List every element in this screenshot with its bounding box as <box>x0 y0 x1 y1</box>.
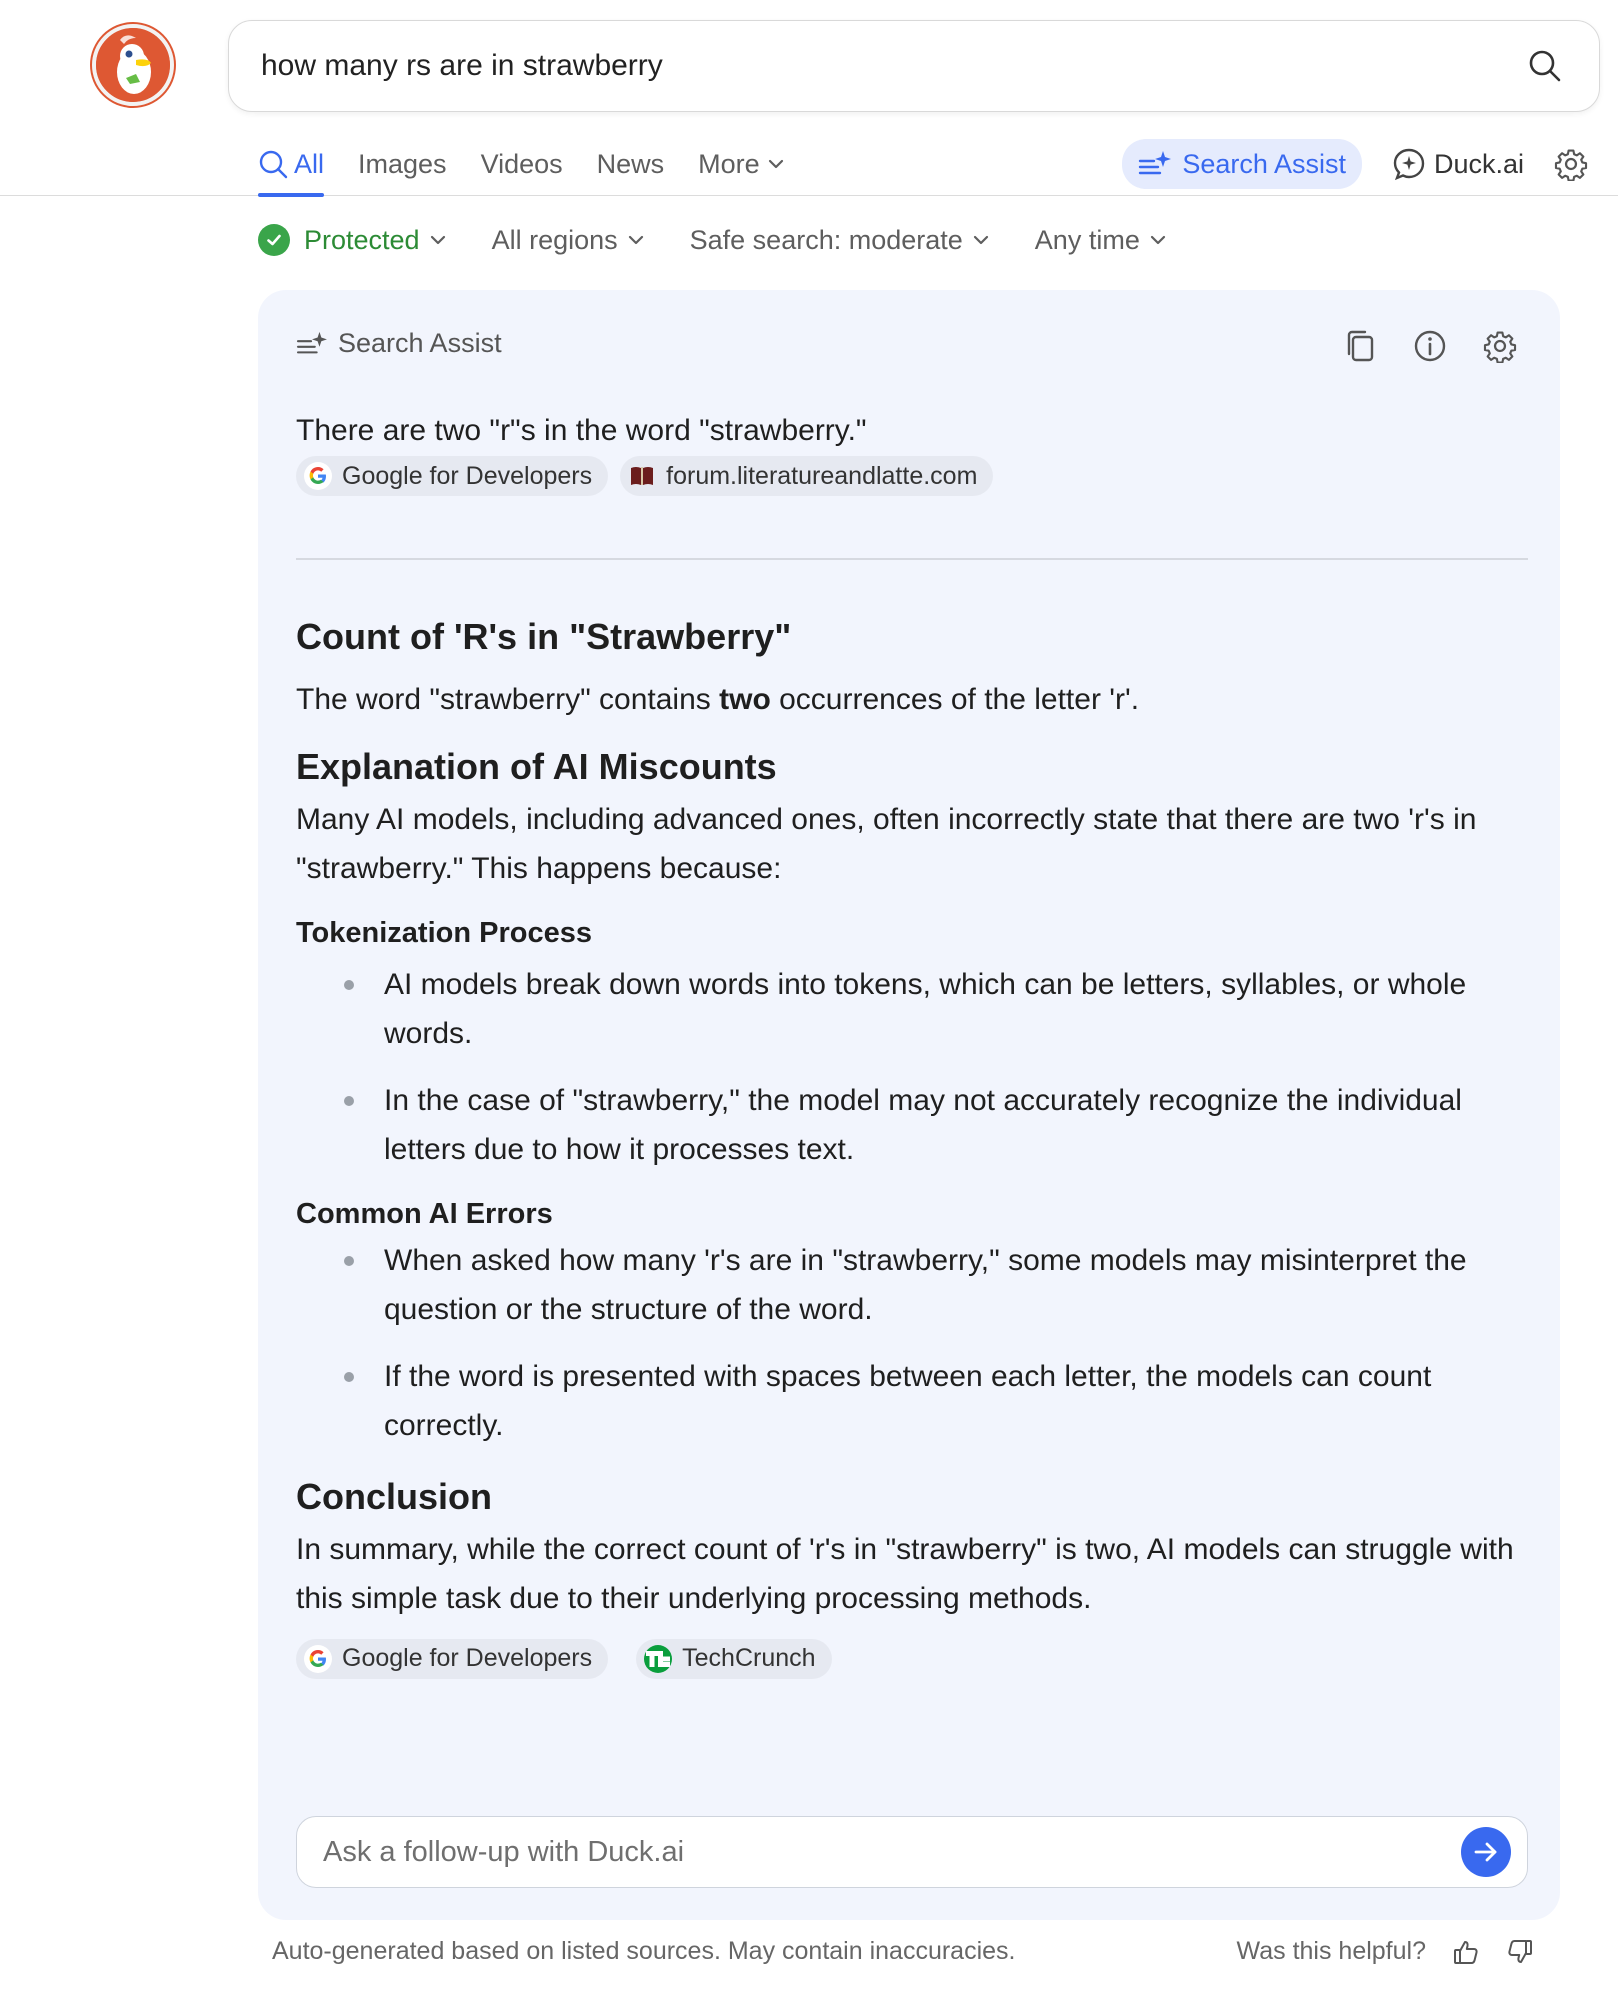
search-assist-button[interactable] <box>1122 139 1362 189</box>
copy-icon <box>1342 328 1378 364</box>
text-span: The word "strawberry" contains <box>296 682 720 716</box>
source-label: forum.literatureandlatte.com <box>666 461 978 490</box>
conclusion-sources <box>296 1639 1528 1679</box>
check-circle-icon <box>258 224 290 256</box>
subsection-heading: Tokenization Process <box>296 916 592 949</box>
tab-all[interactable] <box>258 132 324 196</box>
techcrunch-icon <box>644 1645 672 1673</box>
source-chip[interactable] <box>296 1639 608 1679</box>
section-paragraph: In summary, while the correct count of 'r's in "strawberry" is two, AI models can struggle with this simple task due to their underlying processing methods. <box>296 1532 1514 1615</box>
disclaimer-text: Auto-generated based on listed sources. May contain inaccuracies. <box>272 1937 1016 1965</box>
list-item: In the case of "strawberry," the model may not accurately recognize the individual letters due to how it processes text. <box>344 1076 1528 1174</box>
bullet-list <box>296 1236 1528 1450</box>
search-input[interactable] <box>261 49 1523 83</box>
safe-search-label: Safe search: moderate <box>689 224 963 255</box>
duckai-link[interactable] <box>1392 147 1524 181</box>
google-icon <box>304 462 332 490</box>
protected-label: Protected <box>304 224 420 255</box>
gear-icon <box>1554 147 1588 181</box>
google-icon <box>304 1645 332 1673</box>
send-button[interactable] <box>1461 1827 1511 1877</box>
gear-icon <box>1483 329 1517 363</box>
search-assist-card <box>258 290 1560 1920</box>
followup-input[interactable] <box>323 1836 1461 1869</box>
info-icon <box>1412 328 1448 364</box>
tab-more-label: More <box>698 148 760 179</box>
protected-filter[interactable] <box>258 224 448 256</box>
helpful-label: Was this helpful? <box>1236 1937 1426 1965</box>
source-label: TechCrunch <box>682 1644 816 1673</box>
bullet-list <box>296 960 1528 1174</box>
chevron-down-icon <box>428 230 448 250</box>
lead-sources <box>296 456 1528 496</box>
thumbs-down-icon <box>1506 1938 1534 1966</box>
subsection-heading: Common AI Errors <box>296 1198 553 1231</box>
lead-answer: There are two "r"s in the word "strawberry." <box>296 414 867 447</box>
thumbs-up-button[interactable] <box>1452 1938 1480 1966</box>
tab-videos[interactable] <box>481 132 563 196</box>
source-chip[interactable] <box>620 456 993 496</box>
region-filter[interactable] <box>492 225 646 256</box>
arrow-right-icon <box>1471 1837 1501 1867</box>
search-button[interactable] <box>1523 44 1567 88</box>
nav-tabs <box>258 132 786 196</box>
duck-icon <box>96 28 170 102</box>
list-item: AI models break down words into tokens, which can be letters, syllables, or whole words. <box>344 960 1528 1058</box>
tab-images[interactable] <box>358 132 447 196</box>
tab-news-label: News <box>596 148 665 179</box>
assist-settings-button[interactable] <box>1480 326 1520 366</box>
sparkle-lines-icon <box>1138 149 1172 179</box>
tab-all-label: All <box>294 148 325 179</box>
source-label: Google for Developers <box>342 1644 593 1673</box>
assist-footer <box>272 1937 1534 1966</box>
chevron-down-icon <box>1148 230 1168 250</box>
source-chip[interactable] <box>636 1639 831 1679</box>
card-tools <box>1340 326 1520 366</box>
duckduckgo-logo[interactable] <box>92 24 174 106</box>
nav-right <box>1122 132 1588 196</box>
settings-button[interactable] <box>1554 147 1588 181</box>
search-filters <box>258 218 1168 262</box>
tab-images-label: Images <box>358 148 447 179</box>
chevron-down-icon <box>766 154 786 174</box>
list-item: When asked how many 'r's are in "strawberry," some models may misinterpret the question or the structure of the word. <box>344 1236 1528 1334</box>
info-button[interactable] <box>1410 326 1450 366</box>
source-label: Google for Developers <box>342 461 593 490</box>
thumbs-down-button[interactable] <box>1506 1938 1534 1966</box>
tab-videos-label: Videos <box>480 148 563 179</box>
section-paragraph <box>296 675 1528 724</box>
thumbs-up-icon <box>1452 1938 1480 1966</box>
search-icon <box>258 149 288 179</box>
assist-content <box>296 410 1528 1679</box>
tab-more[interactable] <box>698 132 786 196</box>
tab-news[interactable] <box>597 132 665 196</box>
top-navigation <box>0 132 1618 196</box>
divider <box>296 558 1528 560</box>
card-header <box>296 328 502 359</box>
feedback <box>1237 1937 1534 1966</box>
section-heading: Count of 'R's in "Strawberry" <box>296 616 792 657</box>
duckai-label: Duck.ai <box>1433 148 1524 179</box>
search-box <box>228 20 1600 112</box>
section-paragraph: Many AI models, including advanced ones, often incorrectly state that there are two 'r's in "strawberry." This happens because: <box>296 802 1477 885</box>
bold-text: two <box>719 682 771 716</box>
section-heading: Conclusion <box>296 1475 492 1517</box>
literature-latte-icon <box>628 462 656 490</box>
search-icon <box>1528 49 1562 83</box>
copy-button[interactable] <box>1340 326 1380 366</box>
region-label: All regions <box>491 224 618 255</box>
time-label: Any time <box>1034 224 1140 255</box>
chevron-down-icon <box>626 230 646 250</box>
sparkle-lines-icon <box>296 330 328 358</box>
card-title: Search Assist <box>338 328 502 358</box>
time-filter[interactable] <box>1035 225 1168 256</box>
search-assist-label: Search Assist <box>1182 148 1346 179</box>
duckai-chat-icon <box>1392 147 1426 181</box>
section-heading: Explanation of AI Miscounts <box>296 745 777 787</box>
source-chip[interactable] <box>296 456 608 496</box>
chevron-down-icon <box>971 230 991 250</box>
safe-search-filter[interactable] <box>690 225 991 256</box>
followup-box <box>296 1816 1528 1888</box>
text-span: occurrences of the letter 'r'. <box>770 682 1140 716</box>
list-item: If the word is presented with spaces between each letter, the models can count correctly. <box>344 1352 1528 1450</box>
